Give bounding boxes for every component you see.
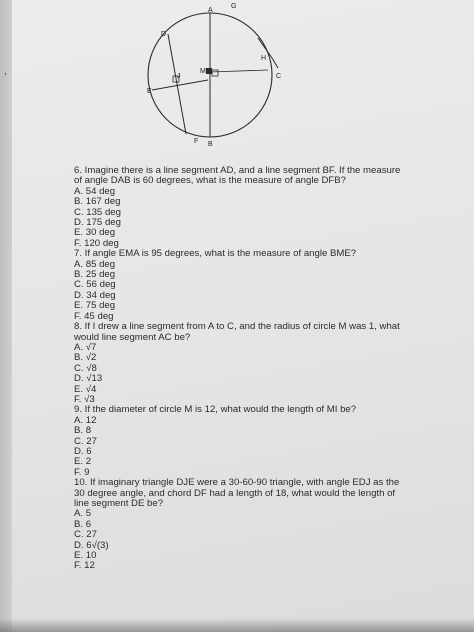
option-letter: E. — [74, 227, 84, 239]
option-letter: C. — [74, 279, 84, 291]
option-letter: C. — [74, 206, 84, 218]
answer-option[interactable] — [74, 270, 404, 280]
question-8 — [74, 322, 404, 405]
question-7 — [74, 249, 404, 322]
answer-option[interactable] — [74, 457, 404, 467]
radius-mc — [210, 70, 268, 72]
option-value: 175 deg — [86, 217, 121, 229]
answer-option[interactable] — [74, 416, 404, 426]
option-letter: C. — [74, 362, 84, 374]
option-value: 9 — [84, 466, 90, 478]
answer-option[interactable] — [74, 541, 404, 551]
option-letter: B. — [74, 352, 84, 364]
label-h: H — [261, 55, 267, 62]
option-letter: D. — [74, 445, 84, 457]
option-letter: B. — [74, 518, 84, 530]
question-6 — [74, 166, 404, 249]
option-value: 34 deg — [86, 289, 116, 301]
answer-option[interactable] — [74, 447, 404, 457]
answer-option[interactable] — [74, 197, 404, 207]
answer-option[interactable] — [74, 426, 404, 436]
label-e: E — [147, 88, 152, 95]
label-b: B — [208, 141, 213, 148]
label-a: A — [208, 7, 213, 14]
answer-option[interactable] — [74, 374, 404, 384]
answer-option[interactable] — [74, 364, 404, 374]
option-letter: A. — [74, 508, 84, 520]
option-value: 27 — [86, 529, 97, 541]
option-letter: B. — [74, 425, 84, 437]
label-c: C — [276, 73, 282, 80]
option-value: 54 deg — [85, 185, 116, 197]
option-value: 25 deg — [85, 269, 116, 281]
option-value: √13 — [86, 373, 103, 385]
option-letter: C. — [74, 529, 84, 541]
answer-option[interactable] — [74, 187, 404, 197]
option-letter: B. — [74, 269, 84, 281]
answer-option[interactable] — [74, 437, 404, 447]
stray-mark: , — [4, 66, 7, 77]
option-value: 6 — [86, 445, 92, 457]
option-value: 6 — [85, 518, 92, 530]
answer-option[interactable] — [74, 551, 404, 561]
option-value: 120 deg — [84, 237, 119, 249]
option-letter: B. — [74, 196, 84, 208]
answer-option[interactable] — [74, 218, 404, 228]
option-value: 12 — [85, 414, 97, 426]
radius-me — [152, 80, 208, 90]
option-letter: F. — [74, 466, 82, 478]
option-value: 27 — [86, 435, 97, 447]
option-value: √3 — [84, 393, 95, 405]
answer-option[interactable] — [74, 260, 404, 270]
answer-option[interactable] — [74, 509, 404, 519]
label-f: F — [194, 138, 199, 145]
option-value: 167 deg — [85, 196, 121, 208]
answer-option[interactable] — [74, 280, 404, 290]
right-angle-mark-m — [212, 70, 218, 76]
option-letter: E. — [74, 300, 84, 312]
option-value: 8 — [85, 425, 92, 437]
option-value: √2 — [85, 352, 97, 364]
option-value: 45 deg — [84, 310, 114, 322]
option-letter: D. — [74, 289, 84, 301]
option-letter: E. — [74, 550, 84, 562]
answer-option[interactable] — [74, 353, 404, 363]
option-value: 75 deg — [85, 300, 116, 312]
option-value: 5 — [85, 508, 92, 520]
segment-hc — [272, 58, 278, 68]
answer-option[interactable] — [74, 228, 404, 238]
option-letter: C. — [74, 435, 84, 447]
answer-option[interactable] — [74, 530, 404, 540]
question-10 — [74, 478, 404, 572]
option-letter: A. — [74, 258, 84, 270]
option-value: √7 — [85, 341, 97, 353]
question-list — [74, 166, 404, 572]
answer-option[interactable] — [74, 291, 404, 301]
option-letter: F. — [74, 560, 82, 572]
option-letter: E. — [74, 456, 84, 468]
option-letter: A. — [74, 185, 84, 197]
option-letter: A. — [74, 414, 84, 426]
answer-option[interactable] — [74, 343, 404, 353]
answer-option[interactable] — [74, 301, 404, 311]
option-value: √8 — [86, 362, 97, 374]
answer-option[interactable] — [74, 385, 404, 395]
option-value: 85 deg — [85, 258, 116, 270]
answer-option[interactable] — [74, 208, 404, 218]
option-value: 2 — [85, 456, 92, 468]
option-value: √4 — [85, 383, 97, 395]
label-j: J — [177, 73, 181, 80]
option-letter: D. — [74, 539, 84, 551]
question-text: 7. If angle EMA is 95 degrees, what is the measure of angle BME? — [74, 248, 357, 260]
option-value: 10 — [85, 550, 97, 562]
option-letter: D. — [74, 373, 84, 385]
question-9 — [74, 405, 404, 478]
question-text: 6. Imagine there is a line segment AD, and a line segment BF. If the measure of angle DAB is 60 degrees, what is the measure of angle DFB? — [74, 165, 401, 187]
option-letter: F. — [74, 237, 82, 249]
question-text: 10. If imaginary triangle DJE were a 30-60-90 triangle, with angle EDJ as the 30 degree angle, and chord DF had a length of 18, what would the length of line segment DE be? — [74, 477, 400, 509]
bottom-shadow — [0, 618, 474, 632]
question-text: 8. If I drew a line segment from A to C, and the radius of circle M was 1, what would line segment AC be? — [74, 321, 400, 343]
option-value: 30 deg — [85, 227, 116, 239]
option-value: 12 — [84, 560, 95, 572]
option-letter: A. — [74, 341, 84, 353]
option-letter: F. — [74, 393, 82, 405]
question-text: 9. If the diameter of circle M is 12, what would the length of MI be? — [74, 404, 357, 416]
option-value: 135 deg — [86, 206, 121, 218]
option-value: 6√(3) — [86, 539, 109, 551]
answer-option[interactable] — [74, 520, 404, 530]
label-m: M — [200, 68, 206, 75]
circle-diagram — [140, 0, 300, 150]
label-g: G — [231, 3, 237, 10]
option-letter: F. — [74, 310, 82, 322]
label-d: D — [161, 31, 167, 38]
answer-option[interactable] — [74, 561, 404, 571]
center-mark — [206, 68, 212, 74]
option-letter: E. — [74, 383, 84, 395]
option-value: 56 deg — [86, 279, 116, 291]
option-letter: D. — [74, 217, 84, 229]
